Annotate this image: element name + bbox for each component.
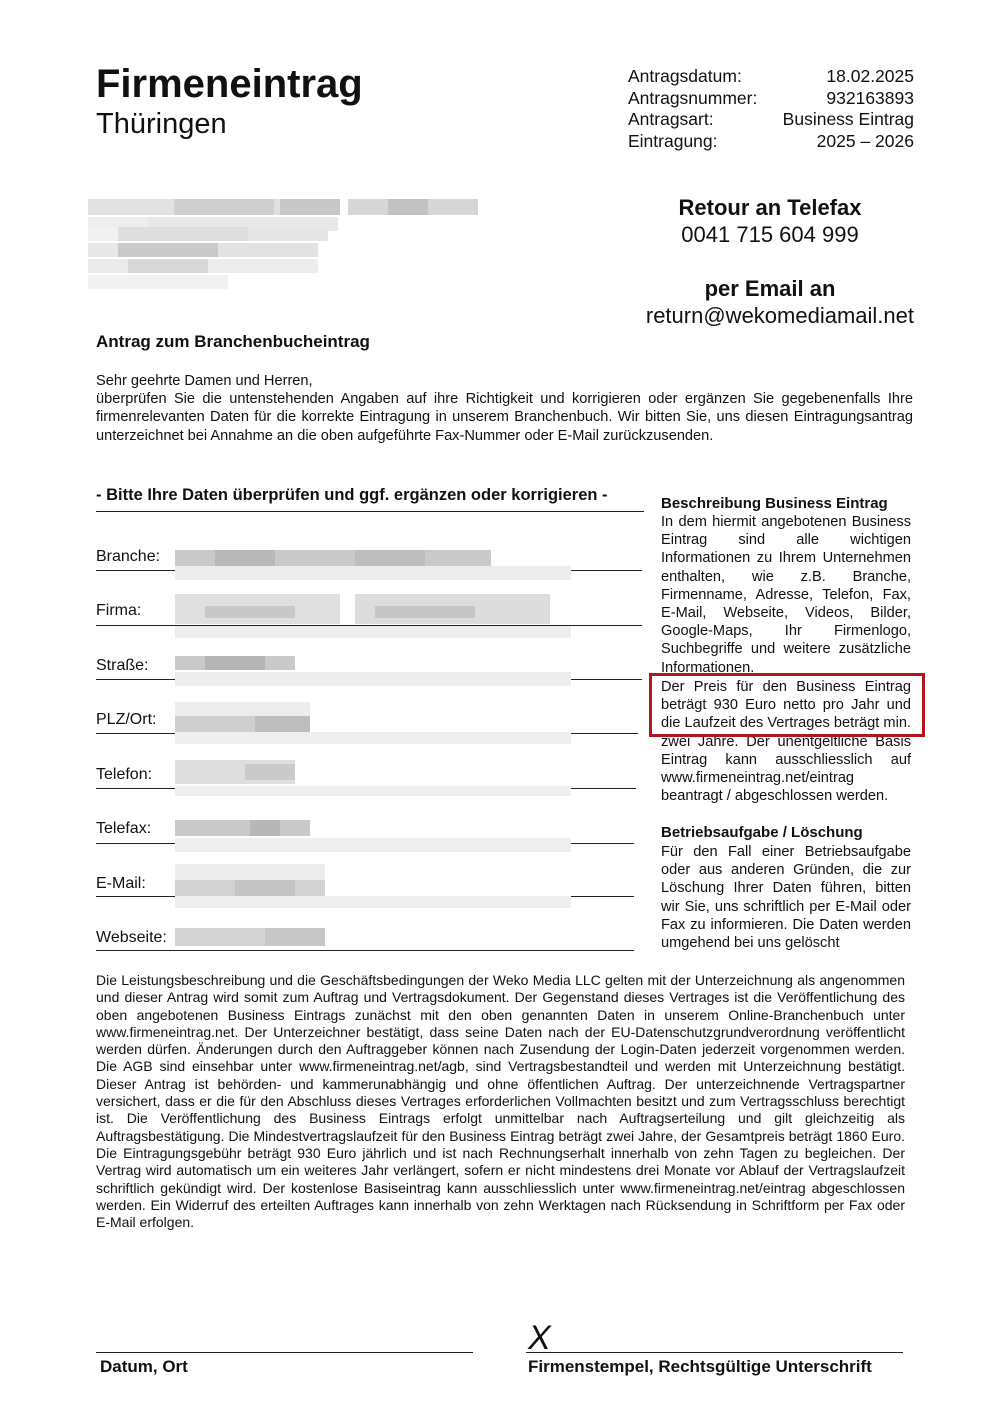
field-line-webseite[interactable] <box>96 950 634 951</box>
section-heading: Antrag zum Branchenbucheintrag <box>96 332 370 351</box>
meta-row-period <box>628 131 914 153</box>
field-label-firma: Firma: <box>96 602 142 619</box>
document-title: Firmeneintrag <box>96 62 363 106</box>
date-place-line[interactable] <box>96 1352 473 1353</box>
meta-label: Eintragung: <box>628 130 718 151</box>
meta-row-number <box>628 88 914 110</box>
meta-row-type <box>628 109 914 131</box>
redacted-value <box>175 702 575 744</box>
email-heading: per Email an <box>704 276 836 301</box>
field-label-telefon: Telefon: <box>96 766 153 783</box>
redacted-address-block <box>88 197 478 293</box>
cancellation-text: Für den Fall einer Betriebsaufgabe oder aus anderen Gründen, die zur Löschung Ihrer Daten führen, bitten wir Sie, uns schriftlich per E-Mail oder Fax zu informieren. Die Daten werden umgehend bei uns gelöscht <box>661 844 911 952</box>
redacted-value <box>175 548 575 582</box>
redacted-value <box>175 760 575 796</box>
signature-mark: X <box>528 1319 551 1357</box>
fax-heading: Retour an Telefax <box>678 195 862 220</box>
application-meta <box>628 66 914 152</box>
meta-value: 18.02.2025 <box>826 66 914 86</box>
meta-label: Antragsart: <box>628 109 714 129</box>
date-place-label: Datum, Ort <box>100 1357 188 1376</box>
redacted-value <box>175 864 575 908</box>
document-subtitle: Thüringen <box>96 108 227 140</box>
price-text: Der Preis für den Business Eintrag beträgt 930 Euro netto pro Jahr und die Laufzeit des Vertrages beträgt min. zwei Jahre. Der unentgeltliche Basis Eintrag kann ausschliesslich auf www.firmeneintrag.net/eintrag beantragt / abgeschlossen werden. <box>661 679 911 805</box>
meta-value: 2025 – 2026 <box>816 130 914 151</box>
cancellation-heading: Betriebsaufgabe / Löschung <box>661 824 863 841</box>
signature-label: Firmenstempel, Rechtsgültige Unterschrift <box>528 1357 872 1376</box>
meta-row-date <box>628 66 914 88</box>
meta-value: Business Eintrag <box>782 109 914 129</box>
description-text: In dem hiermit angebotenen Business Eintrag sind alle wichtigen Informationen zu Ihrem Unternehmen enthalten, wie z.B. Branche, Firmenname, Adresse, Telefon, Fax, E-Mail, Webseite, Videos, Bilder, Google-Maps, Ihr Firmenlogo, Suchbegriffe und weitere zusätzliche Informationen. <box>661 514 911 676</box>
check-data-heading: - Bitte Ihre Daten überprüfen und ggf. ergänzen oder korrigieren - <box>96 486 644 512</box>
redacted-value <box>175 820 575 854</box>
redacted-value <box>175 594 575 640</box>
fax-number: 0041 715 604 999 <box>681 222 859 247</box>
field-label-email: E-Mail: <box>96 875 146 892</box>
field-label-branche: Branche: <box>96 548 161 565</box>
field-label-webseite: Webseite: <box>96 929 167 946</box>
field-label-strasse: Straße: <box>96 657 149 674</box>
meta-value: 932163893 <box>826 87 914 108</box>
field-label-plz: PLZ/Ort: <box>96 711 157 728</box>
meta-label: Antragsnummer: <box>628 87 758 108</box>
intro-text: Sehr geehrte Damen und Herren, überprüfen Sie die untenstehenden Angaben auf ihre Richtigkeit und korrigieren oder ergänzen Sie gegebenenfalls Ihre firmenrelevanten Daten für die korrekte Eintragung in unserem Branchenbuch. Wir bitten Sie, uns diesen Eintragungsantrag unterzeichnet bei Annahme an die oben aufgeführte Fax-Nummer oder E-Mail zurückzusenden. <box>96 373 913 444</box>
redacted-value <box>175 656 575 688</box>
email-address: return@wekomediamail.net <box>645 303 914 328</box>
meta-label: Antragsdatum: <box>628 66 742 86</box>
signature-line[interactable] <box>526 1352 903 1353</box>
price-highlight-box <box>649 673 925 737</box>
field-label-telefax: Telefax: <box>96 820 152 837</box>
redacted-value <box>175 926 575 948</box>
terms-text: Die Leistungsbeschreibung und die Geschäftsbedingungen der Weko Media LLC gelten mit der Unterzeichnung als angenommen und dieser Antrag wird somit zum Auftrag und Vertragsdokument. Der Gegenstand dieses Vertrages ist die Veröffentlichung des oben angebotenen Business Eintrags zunächst mit den oben genannten Daten in unserem Online-Branchenbuch unter www.firmeneintrag.net. Der Unterzeichner bestätigt, dass seine Daten nach der EU-Datenschutzgrundverordnung veröffentlicht werden dürfen. Änderungen durch den Auftraggeber können nach Zusendung der Login-Daten jederzeit vorgenommen werden. Die AGB sind einsehbar unter www.firmeneintrag.net/agb, sind Vertragsbestandteil und werden mit Unterzeichnung bestätigt. Dieser Antrag ist behörden- und kammerunabhängig und ohne öffentlichen Auftrag. Der unterzeichnende Vertragspartner versichert, dass er die für den Abschluss dieses Vertrages erforderlichen Vollmachten besitzt und zum Vertragsschluss berechtigt ist. Die Veröffentlichung des Business Eintrags erfolgt unmittelbar nach Auftragserteilung und gilt gleichzeitig als Auftragsbestätigung. Die Mindestvertragslaufzeit für den Business Eintrag beträgt zwei Jahre, der Gesamtpreis beträgt 1860 Euro. Die Eintragungsgebühr beträgt 930 Euro jährlich und ist nach Rechnungserhalt innerhalb von zehn Tagen zu begleichen. Der Vertrag wird automatisch um ein weiteres Jahr verlängert, sofern er nicht mindestens drei Monate vor Ablauf der Vertragslaufzeit schriftlich gekündigt wird. Der kostenlose Basiseintrag kann ausschliesslich unter www.firmeneintrag.net/eintrag abgeschlossen werden. Ein Widerruf des erteilten Auftrages kann innerhalb von zehn Werktagen nach Rücksendung in Schriftform per Fax oder E-Mail erfolgen. <box>96 972 905 1231</box>
description-heading: Beschreibung Business Eintrag <box>661 495 888 512</box>
